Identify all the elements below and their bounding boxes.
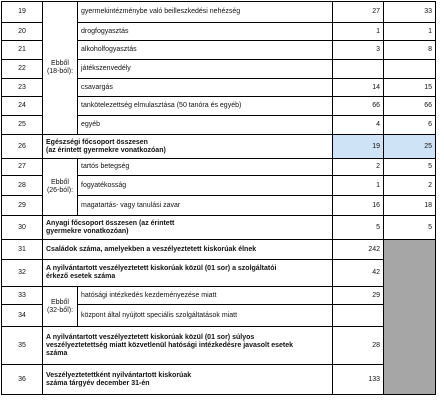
row-label: Családok száma, amelyekben a veszélyeztetett kiskorúak élnek	[43, 240, 333, 260]
table-row	[2, 2, 436, 23]
value-cell: 1	[333, 23, 384, 41]
row-label: tankötelezettség elmulasztása (50 tanóra és egyéb)	[78, 97, 333, 116]
value-cell: 5	[333, 216, 384, 240]
row-number: 25	[2, 116, 43, 135]
value-cell: 3	[333, 41, 384, 60]
value-cell: 19	[333, 135, 384, 159]
table-row	[2, 327, 436, 365]
row-number: 34	[2, 305, 43, 327]
value-cell: 42	[333, 260, 384, 287]
value-cell: 18	[384, 196, 436, 216]
row-label: drogfogyasztás	[78, 23, 333, 41]
table-row	[2, 260, 436, 287]
row-label: központ által nyújtott speciális szolgáltatások miatt	[78, 305, 333, 327]
value-cell: 8	[384, 41, 436, 60]
row-number: 36	[2, 365, 43, 395]
group-label: Ebből (32-ből):	[43, 287, 78, 327]
row-label: hatósági intézkedés kezdeményezése miatt	[78, 287, 333, 305]
value-cell: 2	[333, 159, 384, 176]
empty-cell	[384, 240, 436, 395]
group-label: Ebből (26-ból):	[43, 159, 78, 216]
row-label: Egészségi főcsoport összesen (az érintett gyermekre vonatkozóan)	[43, 135, 333, 159]
row-number: 29	[2, 196, 43, 216]
group-label: Ebből (18-ból):	[43, 2, 78, 135]
row-number: 28	[2, 176, 43, 196]
value-cell: 28	[333, 327, 384, 365]
statistics-table	[1, 1, 436, 395]
row-number: 21	[2, 41, 43, 60]
value-cell: 5	[384, 159, 436, 176]
row-label: játékszenvedély	[78, 60, 333, 79]
table-row	[2, 135, 436, 159]
value-cell: 29	[333, 287, 384, 305]
table-row	[2, 159, 436, 176]
value-cell	[333, 60, 384, 79]
table-row	[2, 240, 436, 260]
value-cell: 6	[384, 116, 436, 135]
row-number: 20	[2, 23, 43, 41]
row-number: 19	[2, 2, 43, 23]
table-row	[2, 365, 436, 395]
row-label: tartós betegség	[78, 159, 333, 176]
value-cell: 5	[384, 216, 436, 240]
value-cell: 14	[333, 79, 384, 97]
row-number: 26	[2, 135, 43, 159]
row-label: A nyilvántartott veszélyeztetett kiskorúak közül (01 sor) a szolgáltatói érkező esetek száma	[43, 260, 333, 287]
row-label: A nyilvántartott veszélyeztetett kiskorúak közül (01 sor) súlyos veszélyeztetettség miatt közvetlenül hatósági intézkedésre javasolt esetek száma	[43, 327, 333, 365]
row-label: Veszélyeztetettként nyilvántartott kiskorúak száma tárgyév december 31-én	[43, 365, 333, 395]
value-cell: 1	[333, 176, 384, 196]
value-cell: 2	[384, 176, 436, 196]
value-cell: 4	[333, 116, 384, 135]
value-cell: 66	[384, 97, 436, 116]
row-number: 30	[2, 216, 43, 240]
row-number: 24	[2, 97, 43, 116]
row-label: fogyatékosság	[78, 176, 333, 196]
value-cell: 242	[333, 240, 384, 260]
row-label: magatartás- vagy tanulási zavar	[78, 196, 333, 216]
row-number: 27	[2, 159, 43, 176]
value-cell	[384, 60, 436, 79]
row-number: 32	[2, 260, 43, 287]
row-label: gyermekintézménybe való beilleszkedési nehézség	[78, 2, 333, 23]
value-cell: 27	[333, 2, 384, 23]
value-cell: 1	[384, 23, 436, 41]
value-cell: 15	[384, 79, 436, 97]
value-cell: 33	[384, 2, 436, 23]
row-number: 33	[2, 287, 43, 305]
row-number: 35	[2, 327, 43, 365]
value-cell: 16	[333, 196, 384, 216]
row-label: csavargás	[78, 79, 333, 97]
row-number: 23	[2, 79, 43, 97]
value-cell: 25	[384, 135, 436, 159]
value-cell: 66	[333, 97, 384, 116]
row-label: alkoholfogyasztás	[78, 41, 333, 60]
row-number: 31	[2, 240, 43, 260]
value-cell: 133	[333, 365, 384, 395]
row-number: 22	[2, 60, 43, 79]
table-row	[2, 216, 436, 240]
table-row	[2, 287, 436, 305]
row-label: Anyagi főcsoport összesen (az érintett gyermekre vonatkozóan)	[43, 216, 333, 240]
value-cell	[333, 305, 384, 327]
row-label: egyéb	[78, 116, 333, 135]
